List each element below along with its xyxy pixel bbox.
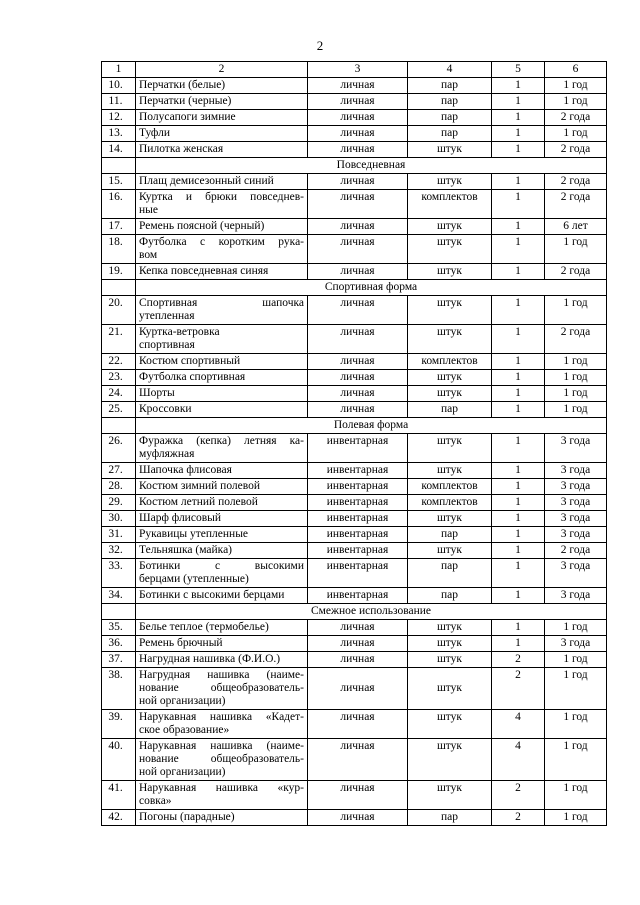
item-name <box>136 174 308 190</box>
table-row <box>102 559 607 588</box>
item-term: 3 года <box>545 588 607 604</box>
item-kind: личная <box>308 264 408 280</box>
item-kind: личная <box>308 739 408 781</box>
table-row <box>102 511 607 527</box>
item-qty: 1 <box>492 559 545 588</box>
item-qty: 1 <box>492 354 545 370</box>
item-term: 1 год <box>545 94 607 110</box>
item-term: 2 года <box>545 110 607 126</box>
table-row <box>102 219 607 235</box>
item-name <box>136 142 308 158</box>
item-term: 1 год <box>545 370 607 386</box>
item-qty: 4 <box>492 710 545 739</box>
item-name <box>136 190 308 219</box>
item-name <box>136 325 308 354</box>
item-unit: штук <box>408 620 492 636</box>
item-unit: штук <box>408 463 492 479</box>
row-number: 29. <box>102 495 136 511</box>
item-name-line: Ботинки с высокими берцами <box>139 589 285 601</box>
item-name-line: Костюм летний полевой <box>139 496 258 508</box>
item-qty: 1 <box>492 126 545 142</box>
page-number: 2 <box>316 38 324 53</box>
item-qty: 1 <box>492 386 545 402</box>
item-name-line: нование общеобразователь- <box>139 682 304 694</box>
item-term: 3 года <box>545 527 607 543</box>
row-number: 23. <box>102 370 136 386</box>
item-kind: личная <box>308 668 408 710</box>
section-empty-cell <box>102 280 136 296</box>
item-name-line: Полусапоги зимние <box>139 111 236 123</box>
item-name-line: спортивная <box>139 339 195 351</box>
table-row <box>102 386 607 402</box>
item-kind: инвентарная <box>308 511 408 527</box>
item-kind: личная <box>308 325 408 354</box>
item-unit: штук <box>408 386 492 402</box>
item-kind: личная <box>308 219 408 235</box>
table-row <box>102 264 607 280</box>
item-kind: инвентарная <box>308 588 408 604</box>
item-kind: личная <box>308 636 408 652</box>
item-name-line: Погоны (парадные) <box>139 811 235 823</box>
item-name-line: Нарукавная нашивка «кур- <box>139 782 304 794</box>
item-qty: 1 <box>492 94 545 110</box>
item-unit: штук <box>408 739 492 781</box>
item-name <box>136 620 308 636</box>
item-name <box>136 559 308 588</box>
item-term: 6 лет <box>545 219 607 235</box>
section-row <box>102 604 607 620</box>
section-row <box>102 280 607 296</box>
row-number: 34. <box>102 588 136 604</box>
item-term: 1 год <box>545 810 607 826</box>
item-term: 1 год <box>545 402 607 418</box>
item-qty: 1 <box>492 142 545 158</box>
item-name <box>136 235 308 264</box>
table-row <box>102 527 607 543</box>
item-unit: штук <box>408 325 492 354</box>
row-number: 21. <box>102 325 136 354</box>
item-name <box>136 110 308 126</box>
item-kind: личная <box>308 94 408 110</box>
item-kind: личная <box>308 174 408 190</box>
item-name <box>136 810 308 826</box>
section-title: Повседневная <box>136 158 607 174</box>
item-unit: штук <box>408 543 492 559</box>
item-term: 1 год <box>545 296 607 325</box>
row-number: 27. <box>102 463 136 479</box>
item-name-line: ной организации) <box>139 695 226 707</box>
item-kind: личная <box>308 781 408 810</box>
item-qty: 1 <box>492 620 545 636</box>
table-row <box>102 588 607 604</box>
item-name-line: Куртка-ветровка <box>139 326 220 338</box>
item-term: 1 год <box>545 710 607 739</box>
section-row <box>102 158 607 174</box>
row-number: 10. <box>102 78 136 94</box>
row-number: 32. <box>102 543 136 559</box>
item-qty: 1 <box>492 110 545 126</box>
item-term: 2 года <box>545 543 607 559</box>
item-name-line: совка» <box>139 795 172 807</box>
table-row <box>102 174 607 190</box>
row-number: 18. <box>102 235 136 264</box>
item-unit: штук <box>408 219 492 235</box>
item-unit: комплектов <box>408 495 492 511</box>
item-kind: инвентарная <box>308 543 408 559</box>
item-qty: 1 <box>492 325 545 354</box>
row-number: 38. <box>102 668 136 710</box>
item-name-line: Плащ демисезонный синий <box>139 175 274 187</box>
item-kind: личная <box>308 370 408 386</box>
item-unit: штук <box>408 296 492 325</box>
item-unit: штук <box>408 370 492 386</box>
item-name <box>136 126 308 142</box>
row-number: 16. <box>102 190 136 219</box>
table-row <box>102 434 607 463</box>
header-col-1: 1 <box>102 62 136 78</box>
table-row <box>102 370 607 386</box>
item-kind: личная <box>308 78 408 94</box>
row-number: 24. <box>102 386 136 402</box>
item-name <box>136 511 308 527</box>
item-kind: личная <box>308 810 408 826</box>
item-kind: личная <box>308 620 408 636</box>
table-row <box>102 110 607 126</box>
table-body <box>102 62 607 826</box>
row-number: 40. <box>102 739 136 781</box>
item-qty: 2 <box>492 652 545 668</box>
item-unit: штук <box>408 636 492 652</box>
item-unit: комплектов <box>408 190 492 219</box>
item-unit: комплектов <box>408 479 492 495</box>
item-term: 3 года <box>545 511 607 527</box>
header-col-2: 2 <box>136 62 308 78</box>
item-unit: штук <box>408 142 492 158</box>
item-term: 1 год <box>545 652 607 668</box>
section-empty-cell <box>102 418 136 434</box>
item-name <box>136 588 308 604</box>
table-row <box>102 620 607 636</box>
section-title: Полевая форма <box>136 418 607 434</box>
item-name <box>136 479 308 495</box>
item-unit: пар <box>408 78 492 94</box>
item-qty: 1 <box>492 434 545 463</box>
row-number: 13. <box>102 126 136 142</box>
item-name-line: Шорты <box>139 387 175 399</box>
row-number: 39. <box>102 710 136 739</box>
item-qty: 1 <box>492 588 545 604</box>
item-name-line: Нагрудная нашивка (Ф.И.О.) <box>139 653 281 665</box>
item-kind: инвентарная <box>308 434 408 463</box>
item-name <box>136 781 308 810</box>
item-qty: 1 <box>492 463 545 479</box>
item-name <box>136 402 308 418</box>
item-name-line: нование общеобразователь- <box>139 753 304 765</box>
section-title: Смежное использование <box>136 604 607 620</box>
table-header-row <box>102 62 607 78</box>
item-term: 1 год <box>545 235 607 264</box>
row-number: 37. <box>102 652 136 668</box>
table-row <box>102 190 607 219</box>
item-name <box>136 386 308 402</box>
row-number: 35. <box>102 620 136 636</box>
table-row <box>102 325 607 354</box>
row-number: 19. <box>102 264 136 280</box>
item-unit: штук <box>408 264 492 280</box>
item-unit: штук <box>408 710 492 739</box>
item-name-line: Белье теплое (термобелье) <box>139 621 269 633</box>
table-row <box>102 296 607 325</box>
header-col-5: 5 <box>492 62 545 78</box>
table-row <box>102 652 607 668</box>
item-term: 1 год <box>545 386 607 402</box>
item-name-line: Кроссовки <box>139 403 192 415</box>
item-kind: личная <box>308 235 408 264</box>
item-name-line: Фуражка (кепка) летняя ка- <box>139 435 304 447</box>
item-unit: пар <box>408 527 492 543</box>
table-row <box>102 142 607 158</box>
table-row <box>102 463 607 479</box>
item-term: 3 года <box>545 559 607 588</box>
header-col-4: 4 <box>408 62 492 78</box>
item-name-line: Костюм зимний полевой <box>139 480 261 492</box>
item-unit: комплектов <box>408 354 492 370</box>
row-number: 30. <box>102 511 136 527</box>
item-qty: 1 <box>492 511 545 527</box>
item-unit: штук <box>408 668 492 710</box>
table-row <box>102 668 607 710</box>
row-number: 28. <box>102 479 136 495</box>
row-number: 12. <box>102 110 136 126</box>
table-row <box>102 710 607 739</box>
item-name <box>136 94 308 110</box>
item-qty: 2 <box>492 668 545 710</box>
item-term: 1 год <box>545 620 607 636</box>
row-number: 17. <box>102 219 136 235</box>
item-term: 1 год <box>545 668 607 710</box>
row-number: 42. <box>102 810 136 826</box>
item-unit: пар <box>408 810 492 826</box>
item-unit: штук <box>408 174 492 190</box>
item-term: 1 год <box>545 781 607 810</box>
item-name-line: Костюм спортивный <box>139 355 241 367</box>
item-name <box>136 370 308 386</box>
item-kind: личная <box>308 142 408 158</box>
item-unit: штук <box>408 434 492 463</box>
row-number: 33. <box>102 559 136 588</box>
item-term: 2 года <box>545 142 607 158</box>
item-term: 3 года <box>545 479 607 495</box>
item-unit: пар <box>408 559 492 588</box>
item-name-line: Куртка и брюки повседнев- <box>139 191 304 203</box>
item-term: 1 год <box>545 78 607 94</box>
item-name-line: ское образование» <box>139 724 230 736</box>
item-name-line: Перчатки (белые) <box>139 79 226 91</box>
item-kind: личная <box>308 126 408 142</box>
item-unit: пар <box>408 126 492 142</box>
item-unit: штук <box>408 652 492 668</box>
item-qty: 2 <box>492 781 545 810</box>
table-row <box>102 810 607 826</box>
item-qty: 1 <box>492 495 545 511</box>
table-row <box>102 78 607 94</box>
item-kind: инвентарная <box>308 559 408 588</box>
item-qty: 1 <box>492 527 545 543</box>
row-number: 11. <box>102 94 136 110</box>
table-row <box>102 636 607 652</box>
item-name-line: Спортивная шапочка <box>139 297 304 309</box>
table-row <box>102 781 607 810</box>
item-qty: 1 <box>492 219 545 235</box>
item-name-line: вом <box>139 249 158 261</box>
table-row <box>102 402 607 418</box>
item-kind: инвентарная <box>308 479 408 495</box>
item-qty: 1 <box>492 370 545 386</box>
item-name-line: Пилотка женская <box>139 143 224 155</box>
item-qty: 1 <box>492 190 545 219</box>
item-name-line: Рукавицы утепленные <box>139 528 249 540</box>
item-qty: 4 <box>492 739 545 781</box>
item-name <box>136 296 308 325</box>
item-kind: личная <box>308 402 408 418</box>
item-term: 3 года <box>545 463 607 479</box>
item-term: 1 год <box>545 354 607 370</box>
item-kind: личная <box>308 652 408 668</box>
item-name-line: Нарукавная нашивка (наиме- <box>139 740 304 752</box>
row-number: 36. <box>102 636 136 652</box>
item-name-line: утепленная <box>139 310 195 322</box>
item-name <box>136 264 308 280</box>
row-number: 14. <box>102 142 136 158</box>
item-kind: инвентарная <box>308 463 408 479</box>
item-name <box>136 739 308 781</box>
item-name-line: ные <box>139 204 158 216</box>
item-name-line: Ремень брючный <box>139 637 223 649</box>
item-name-line: Ремень поясной (черный) <box>139 220 265 232</box>
item-term: 2 года <box>545 264 607 280</box>
item-name <box>136 710 308 739</box>
item-kind: личная <box>308 110 408 126</box>
item-name <box>136 527 308 543</box>
item-name-line: Футболка с коротким рука- <box>139 236 304 248</box>
item-name-line: Нагрудная нашивка (наиме- <box>139 669 304 681</box>
section-row <box>102 418 607 434</box>
item-unit: пар <box>408 110 492 126</box>
item-qty: 1 <box>492 174 545 190</box>
item-qty: 1 <box>492 264 545 280</box>
item-kind: личная <box>308 190 408 219</box>
item-name-line: Кепка повседневная синяя <box>139 265 269 277</box>
row-number: 41. <box>102 781 136 810</box>
item-term: 3 года <box>545 495 607 511</box>
item-name-line: Тельняшка (майка) <box>139 544 232 556</box>
row-number: 26. <box>102 434 136 463</box>
row-number: 20. <box>102 296 136 325</box>
item-unit: пар <box>408 402 492 418</box>
item-term: 1 год <box>545 126 607 142</box>
item-name <box>136 636 308 652</box>
item-name-line: берцами (утепленные) <box>139 573 249 585</box>
item-name-line: муфляжная <box>139 448 195 460</box>
item-term: 3 года <box>545 434 607 463</box>
item-name-line: ной организации) <box>139 766 226 778</box>
item-name <box>136 652 308 668</box>
item-name-line: Нарукавная нашивка «Кадет- <box>139 711 304 723</box>
item-name-line: Футболка спортивная <box>139 371 246 383</box>
item-kind: личная <box>308 354 408 370</box>
item-qty: 1 <box>492 296 545 325</box>
item-name <box>136 495 308 511</box>
item-name <box>136 543 308 559</box>
section-empty-cell <box>102 604 136 620</box>
item-name-line: Шапочка флисовая <box>139 464 232 476</box>
item-name <box>136 78 308 94</box>
item-kind: инвентарная <box>308 495 408 511</box>
item-name-line: Ботинки с высокими <box>139 560 304 572</box>
item-unit: штук <box>408 511 492 527</box>
table-row <box>102 543 607 559</box>
table-row <box>102 354 607 370</box>
section-title: Спортивная форма <box>136 280 607 296</box>
table-row <box>102 126 607 142</box>
item-name <box>136 434 308 463</box>
item-qty: 1 <box>492 78 545 94</box>
item-term: 1 год <box>545 739 607 781</box>
table-row <box>102 94 607 110</box>
item-qty: 1 <box>492 636 545 652</box>
item-name-line: Туфли <box>139 127 170 139</box>
item-qty: 1 <box>492 479 545 495</box>
header-col-3: 3 <box>308 62 408 78</box>
item-term: 2 года <box>545 174 607 190</box>
item-name <box>136 354 308 370</box>
section-empty-cell <box>102 158 136 174</box>
item-kind: личная <box>308 296 408 325</box>
item-unit: пар <box>408 94 492 110</box>
item-unit: штук <box>408 235 492 264</box>
table-row <box>102 479 607 495</box>
item-qty: 2 <box>492 810 545 826</box>
header-col-6: 6 <box>545 62 607 78</box>
row-number: 22. <box>102 354 136 370</box>
item-unit: штук <box>408 781 492 810</box>
row-number: 25. <box>102 402 136 418</box>
item-kind: личная <box>308 386 408 402</box>
item-qty: 1 <box>492 402 545 418</box>
table-row <box>102 235 607 264</box>
table-row <box>102 495 607 511</box>
item-name <box>136 463 308 479</box>
item-unit: пар <box>408 588 492 604</box>
table-row <box>102 739 607 781</box>
item-term: 2 года <box>545 190 607 219</box>
item-kind: личная <box>308 710 408 739</box>
item-name-line: Шарф флисовый <box>139 512 222 524</box>
norms-table <box>101 61 607 826</box>
item-kind: инвентарная <box>308 527 408 543</box>
row-number: 31. <box>102 527 136 543</box>
item-qty: 1 <box>492 235 545 264</box>
item-name-line: Перчатки (черные) <box>139 95 232 107</box>
item-qty: 1 <box>492 543 545 559</box>
row-number: 15. <box>102 174 136 190</box>
item-name <box>136 219 308 235</box>
item-term: 3 года <box>545 636 607 652</box>
item-term: 2 года <box>545 325 607 354</box>
item-name <box>136 668 308 710</box>
